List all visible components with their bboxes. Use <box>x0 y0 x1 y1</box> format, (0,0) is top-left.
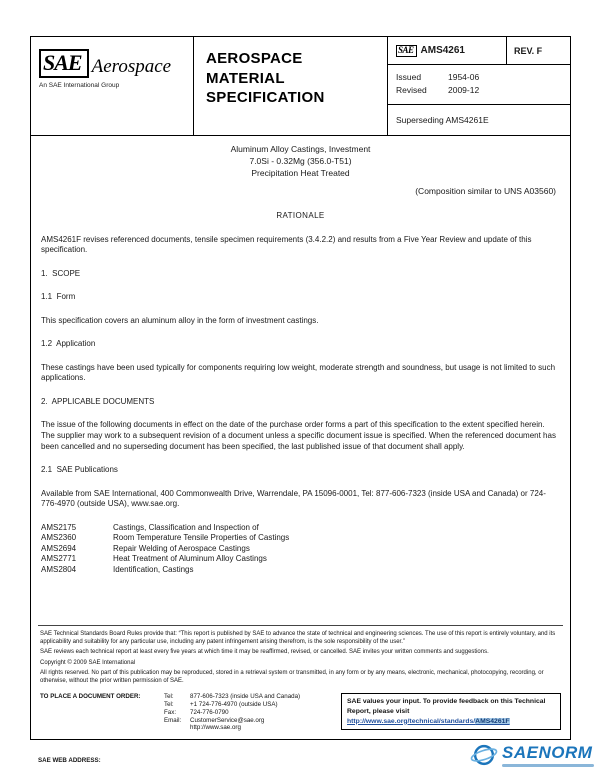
contact-value: 724-776-0790 <box>190 708 229 716</box>
saenorm-wordmark: SAENORM <box>502 742 593 762</box>
list-item <box>41 565 560 576</box>
document-title: Heat Treatment of Aluminum Alloy Castings <box>113 554 267 564</box>
list-item <box>41 544 560 555</box>
revised-row <box>396 84 562 97</box>
legal-notice-1: SAE Technical Standards Board Rules provide that: “This report is published by SAE to advance the state of technical and engineering sciences. The use of this report is entirely voluntary, and its applicability and suitability for any particular use, including any patent infringement arising therefrom, is the sole responsibility of the user.” <box>40 631 556 645</box>
order-label: TO PLACE A DOCUMENT ORDER: <box>40 693 141 701</box>
spec-title-line2: 7.0Si - 0.32Mg (356.0-T51) <box>249 155 352 166</box>
saenorm-watermark[interactable] <box>470 741 594 769</box>
document-code: AMS2175 <box>41 522 77 532</box>
document-title: Repair Welding of Aerospace Castings <box>113 543 250 553</box>
document-header <box>31 37 570 136</box>
contact-value: CustomerService@sae.org <box>190 716 265 724</box>
application-heading: 1.2 Application <box>41 339 96 349</box>
application-text: These castings have been used typically for components requiring low weight, moderate strength and soundness, but usage is not limited to such applications. <box>41 362 556 383</box>
feedback-url-doc[interactable]: AMS4261F <box>475 717 510 725</box>
body-footer-gap <box>31 575 570 625</box>
composition-note: (Composition similar to UNS A03560) <box>415 185 556 196</box>
issue-dates <box>388 65 570 105</box>
spec-title-line3: Precipitation Heat Treated <box>251 167 350 178</box>
sae-logo-icon: SAE <box>39 49 89 78</box>
issued-label: Issued <box>396 72 422 82</box>
document-title: Castings, Classification and Inspection of <box>113 522 259 532</box>
feedback-url-link[interactable] <box>347 718 510 725</box>
saenorm-tagline-bar <box>502 764 594 767</box>
sae-web-address-row <box>38 757 101 764</box>
contact-value: http://www.sae.org <box>190 724 241 732</box>
sae-publications-heading: 2.1 SAE Publications <box>41 465 118 475</box>
superseding-note: Superseding AMS4261E <box>396 115 489 125</box>
document-code: AMS2804 <box>41 564 77 574</box>
spec-title-line1: Aluminum Alloy Castings, Investment <box>230 144 371 154</box>
referenced-documents-list <box>41 523 560 576</box>
web-address-label: SAE WEB ADDRESS: <box>38 757 101 764</box>
contact-list <box>164 693 332 732</box>
issued-row <box>396 71 562 84</box>
contact-row-web <box>164 724 332 732</box>
document-title: Identification, Castings <box>113 564 194 574</box>
title-block <box>31 136 570 198</box>
spec-document-frame <box>30 36 571 740</box>
revised-label: Revised <box>396 85 427 96</box>
contact-row-tel-usa <box>164 693 332 701</box>
rights-notice: All rights reserved. No part of this publication may be reproduced, stored in a retrieval system or transmitted, in any form or by any means, electronic, mechanical, photocopying, recording, or otherwise, without the prior written permission of SAE. <box>40 670 544 684</box>
issued-date: 1954-06 <box>448 72 480 82</box>
feedback-text: SAE values your input. To provide feedback on this Technical Report, please visit <box>347 698 546 715</box>
list-item <box>41 554 560 565</box>
logo-tagline: An SAE International Group <box>39 82 120 89</box>
form-heading: 1.1 Form <box>41 292 76 302</box>
contact-label: Email: <box>164 716 182 724</box>
legal-notice-2: SAE reviews each technical report at least every five years at which time it may be reaffirmed, revised, or cancelled. SAE invites your written comments and suggestions. <box>40 649 489 656</box>
saenorm-globe-icon <box>470 741 498 769</box>
contact-value: +1 724-776-4970 (outside USA) <box>190 701 278 709</box>
rationale-heading: RATIONALE <box>276 211 325 220</box>
applicable-documents-heading: 2. APPLICABLE DOCUMENTS <box>41 396 155 406</box>
contact-value: 877-606-7323 (inside USA and Canada) <box>190 693 301 701</box>
scope-heading: 1. SCOPE <box>41 268 81 278</box>
contact-label <box>164 724 190 732</box>
contact-row-tel-intl <box>164 701 332 709</box>
copyright-notice: Copyright © 2009 SAE International <box>40 659 136 666</box>
document-info-panel <box>388 37 570 135</box>
contact-row-fax <box>164 709 332 717</box>
sae-aerospace-logo <box>31 37 194 135</box>
document-number-row <box>388 37 570 65</box>
revision-badge: REV. F <box>506 37 570 64</box>
rationale-text: AMS4261F revises referenced documents, tensile specimen requirements (3.4.2.2) and results from a Five Year Review and update of this specification. <box>41 234 532 255</box>
document-code: AMS2360 <box>41 533 77 543</box>
sae-logo-small-icon: SAE <box>396 45 417 57</box>
logo-wordmark-row <box>39 49 187 78</box>
feedback-box <box>341 693 561 730</box>
document-body <box>31 198 570 575</box>
document-code: AMS2771 <box>41 554 77 564</box>
sae-publications-text: Available from SAE International, 400 Commonwealth Drive, Warrendale, PA 15096-0001, Tel: 877-606-7323 (inside USA and Canada) or 724-776-4970 (outside USA), www.sae.org. <box>41 488 546 509</box>
saenorm-text-block <box>502 744 594 767</box>
list-item <box>41 523 560 534</box>
contact-label: Tel: <box>164 693 174 701</box>
revised-date: 2009-12 <box>448 85 480 96</box>
document-number <box>388 37 506 64</box>
document-title: Room Temperature Tensile Properties of Castings <box>113 533 290 543</box>
feedback-url-prefix[interactable]: http://www.sae.org/technical/standards/ <box>347 717 476 725</box>
applicable-documents-text: The issue of the following documents in effect on the date of the purchase order forms a part of this specification to the extent specified herein. The supplier may work to a subsequent revision of a document unless a specific document issue is specified. When the referenced document has been cancelled and no superseding document has been specified, the last published issue of that document shall apply. <box>41 420 556 451</box>
contact-label: Fax: <box>164 708 177 716</box>
document-footer <box>38 625 563 739</box>
contact-row-email <box>164 717 332 725</box>
document-type-title: AEROSPACE MATERIAL SPECIFICATION <box>194 37 388 135</box>
document-order-section <box>40 693 561 732</box>
contact-label: Tel: <box>164 701 174 709</box>
document-code: AMS2694 <box>41 543 77 553</box>
list-item <box>41 533 560 544</box>
document-number-text: AMS4261 <box>420 45 465 56</box>
aerospace-wordmark: Aerospace <box>91 56 172 77</box>
form-text: This specification covers an aluminum alloy in the form of investment castings. <box>41 315 319 325</box>
